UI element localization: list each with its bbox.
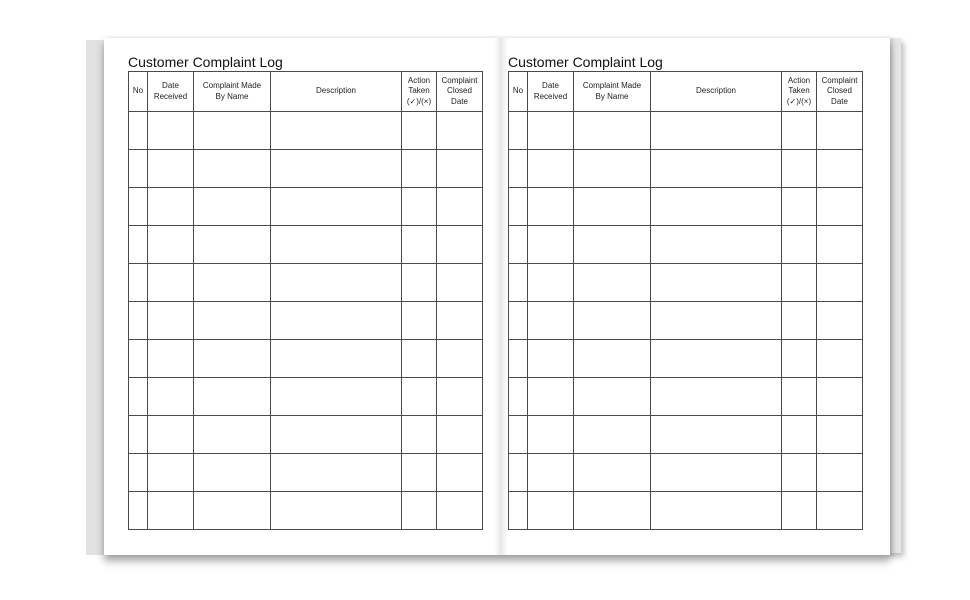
no-cell xyxy=(129,302,148,340)
name-cell xyxy=(574,378,651,416)
no-cell xyxy=(509,454,528,492)
column-header-action-taken: Action Taken (✓)/(×) xyxy=(402,72,437,112)
no-cell xyxy=(509,264,528,302)
table-row xyxy=(509,340,863,378)
table-row xyxy=(509,416,863,454)
no-cell xyxy=(129,492,148,530)
closed-date-cell xyxy=(437,226,483,264)
column-header-complaint-made-by-name: Complaint Made By Name xyxy=(574,72,651,112)
description-cell xyxy=(271,302,402,340)
description-cell xyxy=(651,492,782,530)
description-cell xyxy=(271,378,402,416)
closed-date-cell xyxy=(817,226,863,264)
date-received-cell xyxy=(148,112,194,150)
action-taken-cell xyxy=(402,226,437,264)
date-received-cell xyxy=(148,150,194,188)
no-cell xyxy=(509,492,528,530)
date-received-cell xyxy=(148,264,194,302)
table-row xyxy=(129,302,483,340)
column-header-action-taken: Action Taken (✓)/(×) xyxy=(782,72,817,112)
description-cell xyxy=(651,340,782,378)
closed-date-cell xyxy=(817,416,863,454)
description-cell xyxy=(271,416,402,454)
date-received-cell xyxy=(148,454,194,492)
no-cell xyxy=(509,378,528,416)
table-row xyxy=(129,454,483,492)
action-taken-cell xyxy=(782,302,817,340)
name-cell xyxy=(574,188,651,226)
name-cell xyxy=(194,302,271,340)
name-cell xyxy=(194,378,271,416)
name-cell xyxy=(574,454,651,492)
no-cell xyxy=(129,264,148,302)
no-cell xyxy=(129,378,148,416)
action-taken-cell xyxy=(402,340,437,378)
date-received-cell xyxy=(528,226,574,264)
no-cell xyxy=(129,112,148,150)
action-taken-cell xyxy=(782,378,817,416)
table-row xyxy=(509,188,863,226)
column-header-no: No xyxy=(129,72,148,112)
date-received-cell xyxy=(528,112,574,150)
description-cell xyxy=(651,112,782,150)
action-taken-cell xyxy=(402,264,437,302)
name-cell xyxy=(574,340,651,378)
description-cell xyxy=(271,340,402,378)
no-cell xyxy=(509,416,528,454)
name-cell xyxy=(574,226,651,264)
date-received-cell xyxy=(528,188,574,226)
table-row xyxy=(129,416,483,454)
description-cell xyxy=(271,454,402,492)
name-cell xyxy=(574,416,651,454)
table-row xyxy=(129,226,483,264)
action-taken-cell xyxy=(402,492,437,530)
closed-date-cell xyxy=(437,340,483,378)
date-received-cell xyxy=(528,492,574,530)
table-row xyxy=(129,150,483,188)
action-taken-cell xyxy=(782,492,817,530)
closed-date-cell xyxy=(817,454,863,492)
action-taken-cell xyxy=(782,454,817,492)
closed-date-cell xyxy=(817,340,863,378)
name-cell xyxy=(194,264,271,302)
closed-date-cell xyxy=(817,188,863,226)
no-cell xyxy=(129,416,148,454)
name-cell xyxy=(574,150,651,188)
action-taken-cell xyxy=(402,188,437,226)
closed-date-cell xyxy=(817,150,863,188)
column-header-description: Description xyxy=(271,72,402,112)
name-cell xyxy=(194,150,271,188)
date-received-cell xyxy=(148,492,194,530)
date-received-cell xyxy=(148,302,194,340)
date-received-cell xyxy=(148,416,194,454)
description-cell xyxy=(651,378,782,416)
date-received-cell xyxy=(528,378,574,416)
closed-date-cell xyxy=(817,378,863,416)
column-header-description: Description xyxy=(651,72,782,112)
date-received-cell xyxy=(528,302,574,340)
closed-date-cell xyxy=(437,264,483,302)
column-header-date-received: Date Received xyxy=(148,72,194,112)
table-row xyxy=(129,378,483,416)
column-header-date-received: Date Received xyxy=(528,72,574,112)
action-taken-cell xyxy=(402,112,437,150)
name-cell xyxy=(194,188,271,226)
book-gutter xyxy=(494,38,508,555)
no-cell xyxy=(129,454,148,492)
name-cell xyxy=(574,112,651,150)
closed-date-cell xyxy=(437,188,483,226)
date-received-cell xyxy=(148,340,194,378)
description-cell xyxy=(271,150,402,188)
header-row xyxy=(129,72,483,112)
date-received-cell xyxy=(528,150,574,188)
action-taken-cell xyxy=(782,340,817,378)
closed-date-cell xyxy=(817,302,863,340)
no-cell xyxy=(129,150,148,188)
description-cell xyxy=(651,454,782,492)
name-cell xyxy=(194,492,271,530)
table-row xyxy=(129,112,483,150)
name-cell xyxy=(574,492,651,530)
closed-date-cell xyxy=(437,378,483,416)
table-row xyxy=(509,492,863,530)
table-row xyxy=(129,264,483,302)
date-received-cell xyxy=(528,340,574,378)
date-received-cell xyxy=(148,378,194,416)
column-header-complaint-made-by-name: Complaint Made By Name xyxy=(194,72,271,112)
name-cell xyxy=(194,454,271,492)
no-cell xyxy=(509,340,528,378)
closed-date-cell xyxy=(817,264,863,302)
column-header-complaint-closed-date: Complaint Closed Date xyxy=(437,72,483,112)
table-row xyxy=(509,150,863,188)
closed-date-cell xyxy=(437,112,483,150)
action-taken-cell xyxy=(782,188,817,226)
closed-date-cell xyxy=(817,112,863,150)
action-taken-cell xyxy=(402,454,437,492)
closed-date-cell xyxy=(437,302,483,340)
date-received-cell xyxy=(528,454,574,492)
action-taken-cell xyxy=(402,416,437,454)
date-received-cell xyxy=(528,264,574,302)
open-spread xyxy=(104,38,890,555)
table-row xyxy=(509,302,863,340)
header-row xyxy=(509,72,863,112)
no-cell xyxy=(509,226,528,264)
description-cell xyxy=(651,150,782,188)
description-cell xyxy=(271,112,402,150)
description-cell xyxy=(271,264,402,302)
table-row xyxy=(509,226,863,264)
description-cell xyxy=(651,188,782,226)
name-cell xyxy=(194,416,271,454)
closed-date-cell xyxy=(437,416,483,454)
description-cell xyxy=(651,264,782,302)
complaint-log-table xyxy=(128,71,483,530)
action-taken-cell xyxy=(402,378,437,416)
description-cell xyxy=(271,188,402,226)
table-row xyxy=(509,264,863,302)
action-taken-cell xyxy=(782,150,817,188)
no-cell xyxy=(509,150,528,188)
table-row xyxy=(509,454,863,492)
description-cell xyxy=(651,302,782,340)
date-received-cell xyxy=(528,416,574,454)
no-cell xyxy=(129,226,148,264)
description-cell xyxy=(271,492,402,530)
no-cell xyxy=(129,188,148,226)
description-cell xyxy=(651,226,782,264)
date-received-cell xyxy=(148,188,194,226)
table-row xyxy=(509,112,863,150)
column-header-no: No xyxy=(509,72,528,112)
table-row xyxy=(129,340,483,378)
closed-date-cell xyxy=(437,150,483,188)
no-cell xyxy=(509,188,528,226)
table-row xyxy=(509,378,863,416)
action-taken-cell xyxy=(402,302,437,340)
complaint-log-table xyxy=(508,71,863,530)
action-taken-cell xyxy=(782,226,817,264)
description-cell xyxy=(651,416,782,454)
no-cell xyxy=(509,302,528,340)
no-cell xyxy=(129,340,148,378)
action-taken-cell xyxy=(402,150,437,188)
date-received-cell xyxy=(148,226,194,264)
table-row xyxy=(129,492,483,530)
table-row xyxy=(129,188,483,226)
page-title: Customer Complaint Log xyxy=(508,54,663,70)
description-cell xyxy=(271,226,402,264)
name-cell xyxy=(194,226,271,264)
name-cell xyxy=(574,302,651,340)
name-cell xyxy=(574,264,651,302)
no-cell xyxy=(509,112,528,150)
closed-date-cell xyxy=(437,454,483,492)
column-header-complaint-closed-date: Complaint Closed Date xyxy=(817,72,863,112)
action-taken-cell xyxy=(782,416,817,454)
page-title: Customer Complaint Log xyxy=(128,54,283,70)
closed-date-cell xyxy=(817,492,863,530)
name-cell xyxy=(194,112,271,150)
closed-date-cell xyxy=(437,492,483,530)
action-taken-cell xyxy=(782,112,817,150)
name-cell xyxy=(194,340,271,378)
action-taken-cell xyxy=(782,264,817,302)
